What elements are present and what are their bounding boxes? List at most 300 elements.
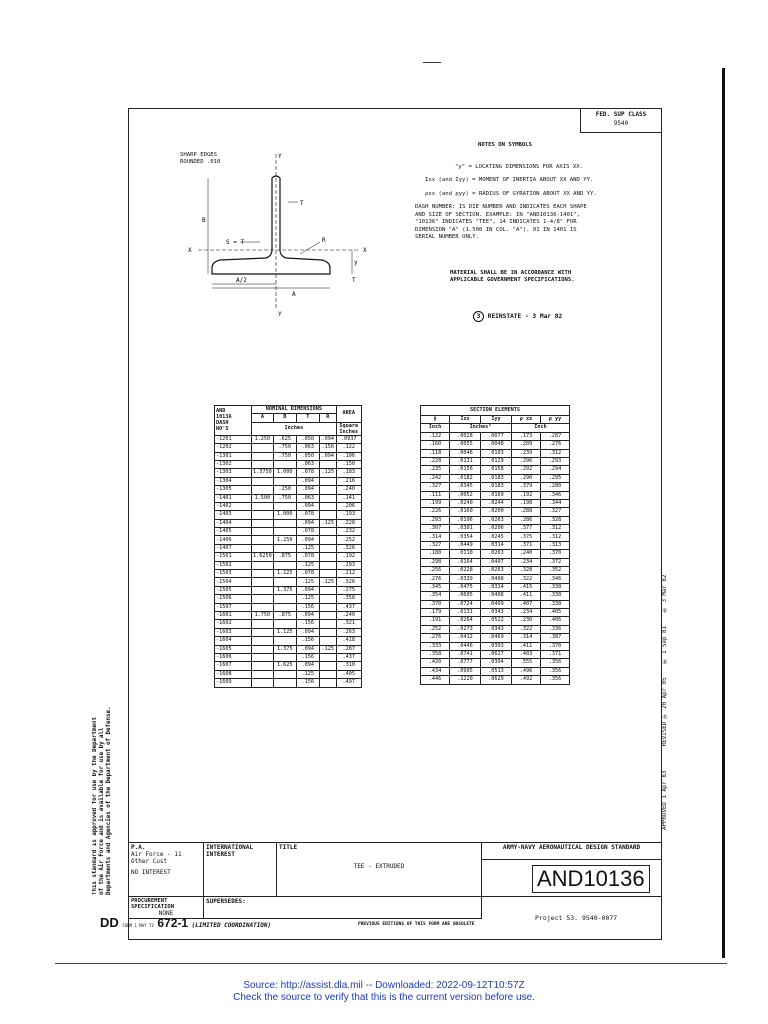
table-cell bbox=[273, 502, 296, 510]
table-cell bbox=[273, 637, 296, 645]
table-cell bbox=[319, 553, 336, 561]
table-cell: .240 bbox=[336, 611, 361, 619]
section-cell: .434 bbox=[421, 667, 450, 675]
section-row bbox=[421, 491, 570, 499]
pa-label: P.A. bbox=[131, 844, 146, 851]
table-cell: -1506 bbox=[215, 595, 252, 603]
label-a2: A/2 bbox=[236, 277, 247, 284]
section-cell: .0052 bbox=[450, 491, 481, 499]
table-cell: .150 bbox=[336, 460, 361, 468]
section-cell: .327 bbox=[421, 541, 450, 549]
section-cell: .234 bbox=[512, 608, 541, 616]
table-cell: .094 bbox=[296, 519, 319, 527]
table-cell bbox=[252, 486, 274, 494]
table-cell: .094 bbox=[296, 536, 319, 544]
table-cell: -1305 bbox=[215, 486, 252, 494]
section-cell: .371 bbox=[541, 650, 570, 658]
section-cell: .0301 bbox=[450, 525, 481, 533]
section-cell: .307 bbox=[421, 525, 450, 533]
table-row bbox=[215, 486, 362, 494]
table-cell: .125 bbox=[296, 544, 319, 552]
section-row bbox=[421, 608, 570, 616]
table-row bbox=[215, 528, 362, 536]
table-cell: -1607 bbox=[215, 662, 252, 670]
section-cell: .370 bbox=[421, 600, 450, 608]
table-cell bbox=[273, 653, 296, 661]
table-row bbox=[215, 603, 362, 611]
section-cell: .0183 bbox=[481, 483, 512, 491]
section-cell: .0273 bbox=[450, 625, 481, 633]
supersedes-label: SUPERSEDES: bbox=[206, 898, 246, 905]
table-cell: .094 bbox=[296, 486, 319, 494]
section-row bbox=[421, 541, 570, 549]
table-cell: -1507 bbox=[215, 603, 252, 611]
table-row bbox=[215, 494, 362, 502]
section-cell: .0182 bbox=[450, 474, 481, 482]
section-row bbox=[421, 667, 570, 675]
section-cell: .199 bbox=[421, 499, 450, 507]
section-cell: .411 bbox=[512, 592, 541, 600]
section-cell: .0354 bbox=[450, 533, 481, 541]
section-cell: .0393 bbox=[481, 642, 512, 650]
source-line: Source: http://assist.dla.mil -- Downloaded: 2022-09-12T10:57Z bbox=[243, 980, 525, 991]
table-cell: .750 bbox=[273, 452, 296, 460]
section-cell: .0522 bbox=[481, 617, 512, 625]
table-cell: .156 bbox=[296, 603, 319, 611]
table-cell: .240 bbox=[336, 486, 361, 494]
section-cell: .0627 bbox=[481, 650, 512, 658]
section-cell: .314 bbox=[421, 533, 450, 541]
table-cell: .232 bbox=[336, 528, 361, 536]
section-cell: .375 bbox=[512, 533, 541, 541]
source-check-line: Check the source to verify that this is the current version before use. bbox=[233, 992, 535, 1003]
label-tb: T bbox=[352, 277, 356, 284]
section-cell: .0048 bbox=[481, 441, 512, 449]
table-cell bbox=[252, 511, 274, 519]
table-cell bbox=[252, 653, 274, 661]
section-cell: .0245 bbox=[481, 533, 512, 541]
section-cell: .338 bbox=[541, 583, 570, 591]
section-cell: .0164 bbox=[450, 558, 481, 566]
section-cell: .0724 bbox=[450, 600, 481, 608]
section-cell: .370 bbox=[541, 642, 570, 650]
table-cell: .063 bbox=[296, 460, 319, 468]
section-row bbox=[421, 516, 570, 524]
table-cell bbox=[319, 486, 336, 494]
table-row bbox=[215, 444, 362, 452]
section-cell: .0343 bbox=[481, 625, 512, 633]
section-cell: .344 bbox=[541, 499, 570, 507]
table-cell: .183 bbox=[336, 469, 361, 477]
section-cell: .122 bbox=[421, 432, 450, 440]
table-cell: .050 bbox=[296, 452, 319, 460]
section-cell: .0169 bbox=[481, 491, 512, 499]
table-row bbox=[215, 595, 362, 603]
table-cell: .321 bbox=[336, 620, 361, 628]
table-cell bbox=[319, 620, 336, 628]
table-cell: -1504 bbox=[215, 578, 252, 586]
table-cell: -1605 bbox=[215, 645, 252, 653]
table-row bbox=[215, 544, 362, 552]
section-cell: .405 bbox=[541, 608, 570, 616]
section-cell: .358 bbox=[421, 650, 450, 658]
table-cell: 1.250 bbox=[252, 435, 274, 443]
intl-cell bbox=[204, 843, 277, 897]
section-cell: .160 bbox=[421, 441, 450, 449]
table-cell: .078 bbox=[296, 553, 319, 561]
table-cell: .094 bbox=[296, 611, 319, 619]
notes-heading: NOTES ON SYMBOLS bbox=[478, 142, 532, 148]
table-cell bbox=[319, 544, 336, 552]
section-cell: .327 bbox=[421, 483, 450, 491]
table-cell: .437 bbox=[336, 603, 361, 611]
section-cell: .0314 bbox=[481, 583, 512, 591]
section-cell: .338 bbox=[541, 592, 570, 600]
section-cell: .0244 bbox=[481, 499, 512, 507]
table-cell: .497 bbox=[336, 679, 361, 687]
table-cell bbox=[252, 662, 274, 670]
table-row bbox=[215, 637, 362, 645]
label-a: A bbox=[292, 291, 296, 298]
section-cell: .288 bbox=[512, 508, 541, 516]
section-cell: .0110 bbox=[450, 550, 481, 558]
std-number-cell bbox=[482, 860, 662, 897]
section-cell: .0605 bbox=[450, 592, 481, 600]
table-cell: .437 bbox=[336, 653, 361, 661]
table-cell: .094 bbox=[296, 586, 319, 594]
table-row bbox=[215, 670, 362, 678]
dd-form: DD bbox=[100, 915, 119, 930]
col-iyy: Iyy bbox=[481, 416, 512, 424]
table-row bbox=[215, 477, 362, 485]
table-cell: .358 bbox=[336, 595, 361, 603]
section-cell: .377 bbox=[512, 525, 541, 533]
table-cell: .094 bbox=[296, 628, 319, 636]
table-cell: -1404 bbox=[215, 519, 252, 527]
table-cell: .125 bbox=[319, 469, 336, 477]
table-cell bbox=[252, 570, 274, 578]
table-cell bbox=[252, 595, 274, 603]
section-elements-table bbox=[420, 405, 570, 685]
table-cell bbox=[319, 536, 336, 544]
proc-label: PROCUREMENT SPECIFICATION bbox=[131, 898, 175, 910]
table-cell bbox=[252, 544, 274, 552]
table-cell: .228 bbox=[336, 519, 361, 527]
table-row bbox=[215, 469, 362, 477]
tee-outline bbox=[212, 176, 330, 274]
section-cell: .290 bbox=[512, 474, 541, 482]
unit-line: Square bbox=[339, 422, 359, 429]
table-cell: -1401 bbox=[215, 494, 252, 502]
table-cell: .141 bbox=[336, 494, 361, 502]
table-cell: 1.375 bbox=[273, 645, 296, 653]
revision-entry: REVISED ① 20 Apr 05 bbox=[662, 677, 668, 747]
section-row bbox=[421, 508, 570, 516]
table-cell bbox=[252, 519, 274, 527]
section-cell: .111 bbox=[421, 491, 450, 499]
note-line: ρxx (and ρyy) = RADIUS OF GYRATION ABOUT XX AND YY. bbox=[425, 190, 597, 197]
table-cell bbox=[273, 620, 296, 628]
table-cell: .263 bbox=[336, 628, 361, 636]
table-cell: -1503 bbox=[215, 570, 252, 578]
table-row bbox=[215, 561, 362, 569]
section-cell: .0129 bbox=[481, 457, 512, 465]
table-cell: -1501 bbox=[215, 553, 252, 561]
table-cell: .405 bbox=[336, 670, 361, 678]
hdr-line: NO'S bbox=[216, 426, 229, 433]
side-note-line: Departments and Agencies of the Department of Defense. bbox=[106, 706, 112, 895]
table-cell: -1502 bbox=[215, 561, 252, 569]
section-cell: .234 bbox=[512, 558, 541, 566]
section-cell: .354 bbox=[421, 592, 450, 600]
section-cell: .0412 bbox=[450, 634, 481, 642]
section-cell: .492 bbox=[512, 676, 541, 684]
section-cell: .345 bbox=[421, 583, 450, 591]
section-cell: .0103 bbox=[481, 449, 512, 457]
table-cell: .310 bbox=[336, 662, 361, 670]
table-cell bbox=[319, 586, 336, 594]
leader-r bbox=[300, 242, 320, 254]
section-cell: .420 bbox=[421, 659, 450, 667]
table-row bbox=[215, 553, 362, 561]
section-cell: .312 bbox=[541, 449, 570, 457]
section-cell: .198 bbox=[512, 499, 541, 507]
section-row bbox=[421, 525, 570, 533]
section-row bbox=[421, 474, 570, 482]
table-cell: .078 bbox=[296, 469, 319, 477]
label-ybar: y bbox=[354, 259, 358, 266]
table-cell: 1.375 bbox=[273, 586, 296, 594]
section-cell: .0469 bbox=[481, 634, 512, 642]
unit-line: Inches bbox=[339, 428, 359, 435]
table-row bbox=[215, 586, 362, 594]
table-cell bbox=[319, 662, 336, 670]
fed-sup-class-label: FED. SUP CLASS bbox=[595, 111, 647, 118]
table-cell bbox=[319, 494, 336, 502]
section-cell: .0055 bbox=[450, 441, 481, 449]
section-cell: .179 bbox=[421, 608, 450, 616]
col-r: R bbox=[319, 414, 336, 422]
material-line: APPLICABLE GOVERNMENT SPECIFICATIONS. bbox=[450, 277, 575, 283]
coordination: (LIMITED COORDINATION) bbox=[191, 922, 272, 929]
section-row bbox=[421, 625, 570, 633]
section-cell: .407 bbox=[512, 600, 541, 608]
section-cell: .0028 bbox=[450, 432, 481, 440]
section-cell: .276 bbox=[421, 634, 450, 642]
table-cell bbox=[252, 578, 274, 586]
standard-number: AND10136 bbox=[532, 865, 650, 893]
section-cell: .336 bbox=[541, 625, 570, 633]
table-cell: .125 bbox=[296, 561, 319, 569]
table-cell: 1.125 bbox=[273, 628, 296, 636]
section-cell: .0131 bbox=[450, 457, 481, 465]
table-cell: .078 bbox=[296, 511, 319, 519]
table-cell: .125 bbox=[319, 645, 336, 653]
tee-section-drawing bbox=[180, 150, 380, 320]
table-cell: .050 bbox=[296, 435, 319, 443]
section-cell: .352 bbox=[541, 567, 570, 575]
table-cell: .063 bbox=[296, 494, 319, 502]
section-cell: .294 bbox=[541, 466, 570, 474]
table-cell bbox=[252, 637, 274, 645]
section-cell: .286 bbox=[512, 516, 541, 524]
table-cell bbox=[252, 444, 274, 452]
revision-entry: APPROVED 1 Apr 83 bbox=[662, 770, 668, 830]
units-area bbox=[336, 422, 361, 435]
section-cell: .327 bbox=[541, 508, 570, 516]
dd-form-small: FORM 1 MAY 73 bbox=[122, 923, 154, 928]
table-cell bbox=[273, 595, 296, 603]
section-cell: .0240 bbox=[450, 499, 481, 507]
table-cell bbox=[252, 679, 274, 687]
note-line: DASH NUMBER: IS DIE NUMBER AND INDICATES EACH SHAPE bbox=[415, 204, 587, 210]
table-cell: .750 bbox=[273, 494, 296, 502]
section-cell: .415 bbox=[512, 583, 541, 591]
section-cell: .312 bbox=[541, 533, 570, 541]
section-cell: .296 bbox=[512, 457, 541, 465]
section-row bbox=[421, 483, 570, 491]
table-cell: .216 bbox=[336, 477, 361, 485]
section-row bbox=[421, 676, 570, 684]
revision-circle-3: 3 bbox=[473, 311, 484, 322]
section-cell: .0741 bbox=[450, 650, 481, 658]
table-cell: -1407 bbox=[215, 544, 252, 552]
section-cell: .209 bbox=[512, 441, 541, 449]
title-cell bbox=[277, 843, 482, 897]
section-cell: .313 bbox=[541, 541, 570, 549]
table-cell: -1201 bbox=[215, 435, 252, 443]
section-cell: .235 bbox=[421, 466, 450, 474]
no-interest: NO INTEREST bbox=[131, 869, 171, 876]
area-header: AREA bbox=[336, 406, 361, 423]
section-cell: .228 bbox=[421, 457, 450, 465]
table-cell: .287 bbox=[336, 645, 361, 653]
table-cell bbox=[273, 460, 296, 468]
section-cell: .356 bbox=[541, 659, 570, 667]
table-cell: -1304 bbox=[215, 477, 252, 485]
section-cell: .0077 bbox=[481, 432, 512, 440]
col-ryy: ρ yy bbox=[541, 416, 570, 424]
section-cell: .276 bbox=[421, 575, 450, 583]
section-cell: .370 bbox=[541, 550, 570, 558]
section-row bbox=[421, 499, 570, 507]
table-cell: -1601 bbox=[215, 611, 252, 619]
section-row bbox=[421, 600, 570, 608]
nominal-header: NOMINAL DIMENSIONS bbox=[252, 406, 337, 414]
section-cell: .356 bbox=[541, 676, 570, 684]
section-cell: .252 bbox=[421, 625, 450, 633]
section-cell: .1220 bbox=[450, 676, 481, 684]
table-cell bbox=[252, 628, 274, 636]
table-cell: -1302 bbox=[215, 460, 252, 468]
org-cell: ARMY-NAVY AERONAUTICAL DESIGN STANDARD bbox=[482, 843, 662, 860]
section-cell: .173 bbox=[512, 432, 541, 440]
table-cell: .094 bbox=[296, 477, 319, 485]
section-cell: .0394 bbox=[481, 659, 512, 667]
section-cell: .0777 bbox=[450, 659, 481, 667]
section-cell: .0408 bbox=[481, 592, 512, 600]
table-row bbox=[215, 511, 362, 519]
table-cell bbox=[319, 460, 336, 468]
section-cell: .0995 bbox=[450, 667, 481, 675]
table-cell bbox=[252, 603, 274, 611]
section-cell: .496 bbox=[512, 667, 541, 675]
section-cell: .322 bbox=[512, 625, 541, 633]
title-value: TEE - EXTRUDED bbox=[353, 863, 405, 870]
title-block bbox=[128, 842, 662, 919]
table-cell: -1609 bbox=[215, 679, 252, 687]
units-inches: Inches bbox=[252, 422, 337, 435]
table-cell: .750 bbox=[273, 444, 296, 452]
section-cell: .0408 bbox=[481, 575, 512, 583]
corner-note-line: SHARP EDGES bbox=[180, 152, 218, 158]
table-cell bbox=[273, 544, 296, 552]
table-cell: 1.500 bbox=[252, 494, 274, 502]
section-cell: .379 bbox=[512, 483, 541, 491]
table-cell bbox=[252, 586, 274, 594]
section-cell: .191 bbox=[421, 617, 450, 625]
pa-cell bbox=[129, 843, 204, 897]
section-cell: .293 bbox=[541, 457, 570, 465]
table-cell: -1403 bbox=[215, 511, 252, 519]
label-xr: X bbox=[363, 247, 367, 254]
form-number: 672-1 bbox=[157, 916, 189, 930]
section-cell: .0263 bbox=[481, 550, 512, 558]
table-cell bbox=[319, 561, 336, 569]
section-cell: .0046 bbox=[450, 449, 481, 457]
section-cell: .346 bbox=[541, 491, 570, 499]
section-cell: .0131 bbox=[450, 608, 481, 616]
section-cell: .555 bbox=[512, 659, 541, 667]
table-cell bbox=[319, 528, 336, 536]
section-row bbox=[421, 558, 570, 566]
section-cell: .0160 bbox=[450, 508, 481, 516]
table-row bbox=[215, 653, 362, 661]
section-cell: .298 bbox=[421, 558, 450, 566]
table-cell bbox=[319, 679, 336, 687]
col-ybar: ȳ bbox=[421, 416, 450, 424]
hdr-line: AND bbox=[216, 408, 226, 415]
section-cell: .292 bbox=[512, 466, 541, 474]
section-cell: .276 bbox=[541, 441, 570, 449]
table-cell bbox=[273, 679, 296, 687]
table-cell: .125 bbox=[296, 670, 319, 678]
table-cell: -1603 bbox=[215, 628, 252, 636]
section-cell: .192 bbox=[512, 491, 541, 499]
note-line: "10136" INDICATES "TEE", 14 INDICATES 1-4/8" FOR bbox=[415, 219, 577, 225]
section-cell: .387 bbox=[541, 634, 570, 642]
section-cell: .287 bbox=[541, 432, 570, 440]
fed-sup-class-box bbox=[580, 108, 661, 133]
table-cell bbox=[273, 670, 296, 678]
table-cell: .125 bbox=[296, 595, 319, 603]
table-cell: 1.625 bbox=[273, 662, 296, 670]
section-cell: .0345 bbox=[450, 483, 481, 491]
label-x: X bbox=[188, 247, 192, 254]
section-cell: .0263 bbox=[481, 516, 512, 524]
revision-entry: ③ 3 Mar 82 bbox=[662, 574, 668, 613]
material-line: MATERIAL SHALL BE IN ACCORDANCE WITH bbox=[450, 269, 572, 276]
table-cell: -1608 bbox=[215, 670, 252, 678]
table-cell: 1.125 bbox=[273, 570, 296, 578]
note-line: Ixx (and Iyy) = MOMENT OF INERTIA ABOUT XX AND YY. bbox=[425, 177, 594, 183]
table-row bbox=[215, 452, 362, 460]
table-cell: .156 bbox=[296, 679, 319, 687]
section-row bbox=[421, 449, 570, 457]
section-cell: .242 bbox=[421, 474, 450, 482]
section-cell: .314 bbox=[512, 634, 541, 642]
table-cell: .094 bbox=[296, 645, 319, 653]
